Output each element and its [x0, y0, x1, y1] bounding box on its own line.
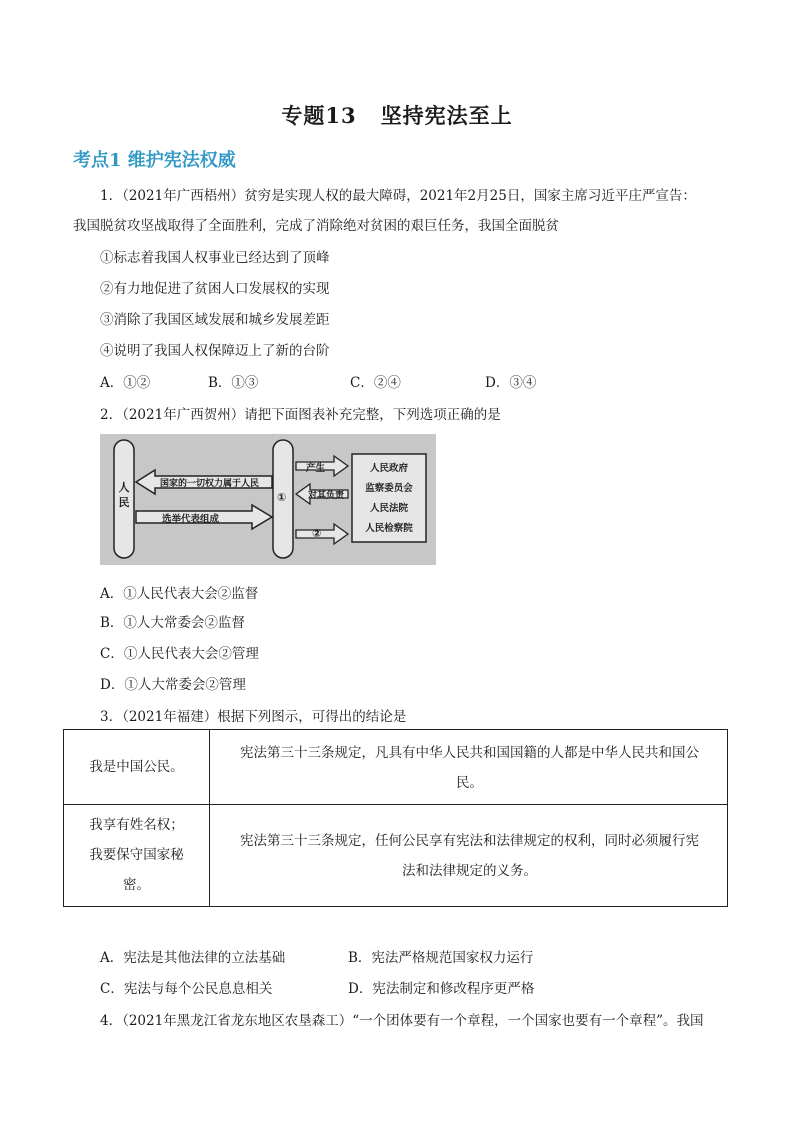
option-c[interactable]: C．②④: [350, 375, 401, 391]
organ-label: 人民法院: [369, 503, 408, 514]
cell-r1-right-line2: 民。: [456, 775, 483, 791]
table-row-divider: [64, 804, 727, 805]
arrow-bottom-label: 选举代表组成: [162, 514, 220, 525]
q3-stem: 3．（2021年福建）根据下列图示，可得出的结论是: [100, 709, 407, 725]
cell-r2-right-line1: 宪法第三十三条规定，任何公民享有宪法和法律规定的权利，同时必须履行宪: [240, 833, 699, 849]
q1-item: ①标志着我国人权事业已经达到了顶峰: [100, 250, 330, 266]
page-title: 专题13 坚持宪法至上: [281, 103, 513, 128]
q2-option-b[interactable]: B．①人大常委会②监督: [100, 615, 245, 631]
option-d[interactable]: D．③④: [485, 375, 537, 391]
responsible-label: 对其负责: [308, 491, 345, 501]
option-a[interactable]: A．①②: [100, 375, 151, 391]
cell-r2-right-line2: 法和法律规定的义务。: [402, 863, 537, 879]
q3-table: [63, 729, 728, 907]
q2-option-d[interactable]: D．①人大常委会②管理: [100, 677, 246, 693]
blank-2-label: ②: [312, 527, 322, 540]
cell-r2-left-line3: 密。: [123, 877, 150, 893]
arrow-supervise-shape: [296, 524, 348, 544]
people-label: 人民: [118, 481, 130, 509]
q2-stem: 2．（2021年广西贺州）请把下面图表补充完整，下列选项正确的是: [100, 407, 501, 423]
q2-option-a[interactable]: A．①人民代表大会②监督: [100, 586, 259, 602]
arrow-top-label: 国家的一切权力属于人民: [160, 479, 260, 489]
cell-r1-right-line1: 宪法第三十三条规定，凡具有中华人民共和国国籍的人都是中华人民共和国公: [240, 745, 699, 761]
cell-r2-left-line2: 我要保守国家秘: [89, 847, 184, 863]
option-b[interactable]: B．①③: [208, 375, 259, 391]
q1-stem-line2: 我国脱贫攻坚战取得了全面胜利，完成了消除绝对贫困的艰巨任务，我国全面脱贫: [73, 218, 559, 234]
q3-option-d[interactable]: D．宪法制定和修改程序更严格: [348, 981, 535, 997]
cell-r2-left-line1: 我享有姓名权；: [89, 817, 184, 833]
q4-stem: 4．（2021年黑龙江省龙东地区农垦森工）“一个团体要有一个章程，一个国家也要有一个章程”。我国: [100, 1013, 704, 1029]
q2-option-c[interactable]: C．①人民代表大会②管理: [100, 646, 259, 662]
q3-option-c[interactable]: C．宪法与每个公民息息相关: [100, 981, 273, 997]
cell-r1-left: 我是中国公民。: [89, 759, 184, 775]
q3-option-b[interactable]: B．宪法严格规范国家权力运行: [348, 950, 534, 966]
q3-option-a[interactable]: A．宪法是其他法律的立法基础: [100, 950, 286, 966]
blank-1-label: ①: [277, 491, 287, 504]
produce-label: 产生: [306, 463, 326, 474]
organ-label: 人民政府: [369, 463, 408, 474]
organ-label: 人民检察院: [365, 523, 413, 534]
q1-item: ③消除了我国区域发展和城乡发展差距: [100, 312, 330, 328]
section-heading: 考点1 维护宪法权威: [73, 150, 236, 171]
q2-diagram: [100, 434, 436, 565]
q1-item: ④说明了我国人权保障迈上了新的台阶: [100, 343, 330, 359]
q1-item: ②有力地促进了贫困人口发展权的实现: [100, 281, 330, 297]
q1-stem-line1: 1．（2021年广西梧州）贫穷是实现人权的最大障碍，2021年2月25日，国家主席习近平庄严宣告：: [100, 188, 696, 204]
organ-label: 监察委员会: [365, 483, 413, 494]
